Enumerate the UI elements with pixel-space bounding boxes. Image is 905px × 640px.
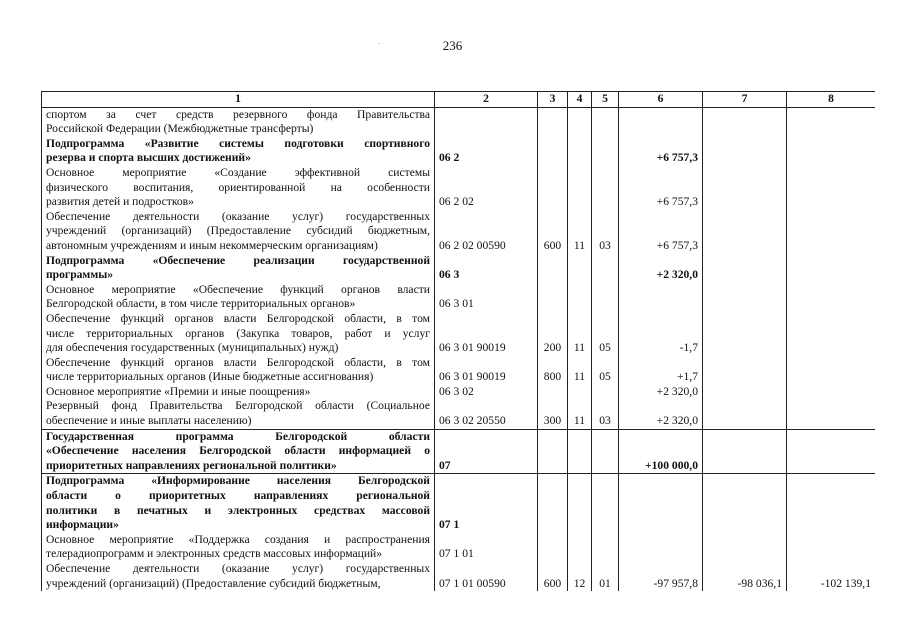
code-cell: 06 2 02 00590 — [435, 210, 538, 254]
row-description — [42, 562, 435, 591]
amount-col6-cell: +100 000,0 — [619, 429, 703, 474]
subsection-cell — [592, 533, 619, 562]
table-row — [42, 283, 876, 312]
table-row — [42, 107, 876, 137]
row-description — [42, 356, 435, 385]
table-row — [42, 533, 876, 562]
row-description — [42, 385, 435, 400]
subsection-cell — [592, 474, 619, 533]
subsection-cell: 05 — [592, 356, 619, 385]
table-row — [42, 166, 876, 210]
description-line: политики в печатных и электронных средствах массовой — [46, 503, 430, 517]
code-cell: 06 3 — [435, 254, 538, 283]
description-line: Обеспечение функций органов власти Белгородской области, в том — [46, 355, 430, 369]
page-number: 236 — [442, 38, 463, 53]
code-cell: 06 3 02 — [435, 385, 538, 400]
table-row — [42, 254, 876, 283]
amount-col7-cell: -98 036,1 — [703, 562, 787, 591]
amount-col8-cell — [787, 254, 876, 283]
section-cell — [568, 385, 592, 400]
column-header: 4 — [568, 92, 592, 108]
section-cell: 11 — [568, 210, 592, 254]
expense-type-cell — [538, 254, 568, 283]
amount-col7-cell — [703, 385, 787, 400]
description-line: Резервный фонд Правительства Белгородской области (Социальное — [46, 399, 430, 413]
table-row — [42, 385, 876, 400]
amount-col7-cell — [703, 107, 787, 137]
code-cell: 06 3 02 20550 — [435, 399, 538, 429]
code-cell: 07 1 01 — [435, 533, 538, 562]
description-line: Обеспечение деятельности (оказание услуг) государственных — [46, 562, 430, 575]
description-line: числе территориальных органов (Закупка товаров, работ и услуг — [46, 326, 430, 340]
description-line: программы» — [46, 268, 114, 282]
code-cell: 06 3 01 90019 — [435, 356, 538, 385]
amount-col8-cell — [787, 166, 876, 210]
amount-col6-cell — [619, 474, 703, 533]
description-line: Подпрограмма «Информирование населения Белгородской — [46, 474, 430, 488]
description-line: «Обеспечение населения Белгородской области информацией о — [46, 444, 430, 458]
amount-col8-cell — [787, 210, 876, 254]
subsection-cell — [592, 385, 619, 400]
row-description — [42, 137, 435, 166]
budget-table-frame — [41, 91, 875, 598]
description-line: Белгородской области, в том числе территориальных органов» — [46, 297, 356, 311]
expense-type-cell: 800 — [538, 356, 568, 385]
table-row — [42, 356, 876, 385]
amount-col8-cell — [787, 356, 876, 385]
section-cell: 11 — [568, 312, 592, 356]
section-cell: 11 — [568, 356, 592, 385]
description-line: обеспечение и иные выплаты населению) — [46, 414, 252, 428]
section-cell — [568, 254, 592, 283]
subsection-cell: 01 — [592, 562, 619, 591]
code-cell: 07 1 — [435, 474, 538, 533]
subsection-cell — [592, 283, 619, 312]
subsection-cell — [592, 254, 619, 283]
expense-type-cell — [538, 474, 568, 533]
subsection-cell — [592, 429, 619, 474]
description-line: Подпрограмма «Развитие системы подготовки спортивного — [46, 136, 430, 150]
budget-table — [41, 91, 875, 591]
row-description — [42, 399, 435, 429]
amount-col8-cell — [787, 429, 876, 474]
amount-col6-cell: -97 957,8 — [619, 562, 703, 591]
description-line: Основное мероприятие «Премии и иные поощрения» — [46, 384, 311, 398]
code-cell: 06 3 01 — [435, 283, 538, 312]
amount-col7-cell — [703, 137, 787, 166]
amount-col6-cell — [619, 107, 703, 137]
column-header: 5 — [592, 92, 619, 108]
amount-col8-cell — [787, 312, 876, 356]
amount-col7-cell — [703, 312, 787, 356]
description-line: Государственная программа Белгородской области — [46, 429, 430, 443]
description-line: информации» — [46, 518, 119, 532]
amount-col8-cell — [787, 137, 876, 166]
row-description — [42, 210, 435, 254]
code-cell: 07 1 01 00590 — [435, 562, 538, 591]
amount-col7-cell — [703, 474, 787, 533]
section-cell — [568, 137, 592, 166]
amount-col6-cell — [619, 283, 703, 312]
table-row — [42, 137, 876, 166]
amount-col7-cell — [703, 166, 787, 210]
row-description — [42, 166, 435, 210]
description-line: Основное мероприятие «Обеспечение функций органов власти — [46, 282, 430, 296]
expense-type-cell: 200 — [538, 312, 568, 356]
table-row — [42, 399, 876, 429]
amount-col6-cell: +6 757,3 — [619, 210, 703, 254]
table-row — [42, 210, 876, 254]
description-line: автономным учреждениям и иным некоммерческим организациям) — [46, 238, 378, 252]
column-header: 2 — [435, 92, 538, 108]
description-line: приоритетных направлениях региональной политики» — [46, 458, 337, 472]
amount-col6-cell: -1,7 — [619, 312, 703, 356]
description-line: области о приоритетных направлениях региональной — [46, 489, 430, 503]
description-line: резерва и спорта высших достижений» — [46, 151, 251, 165]
expense-type-cell — [538, 107, 568, 137]
description-line: спортом за счет средств резервного фонда Правительства — [46, 107, 430, 121]
description-line: физического воспитания, ориентированной на особенности — [46, 180, 430, 194]
code-cell: 06 3 01 90019 — [435, 312, 538, 356]
row-description — [42, 254, 435, 283]
amount-col8-cell — [787, 385, 876, 400]
code-cell: 07 — [435, 429, 538, 474]
subsection-cell — [592, 137, 619, 166]
description-line: Обеспечение функций органов власти Белгородской области, в том — [46, 311, 430, 325]
amount-col7-cell — [703, 429, 787, 474]
description-line: Подпрограмма «Обеспечение реализации государственной — [46, 253, 430, 267]
table-row — [42, 312, 876, 356]
section-cell — [568, 283, 592, 312]
amount-col7-cell — [703, 356, 787, 385]
subsection-cell: 05 — [592, 312, 619, 356]
amount-col8-cell — [787, 107, 876, 137]
code-cell: 06 2 02 — [435, 166, 538, 210]
description-line: Обеспечение деятельности (оказание услуг) государственных — [46, 209, 430, 223]
column-header: 8 — [787, 92, 876, 108]
section-cell — [568, 533, 592, 562]
column-header: 1 — [42, 92, 435, 108]
amount-col7-cell — [703, 283, 787, 312]
amount-col8-cell — [787, 399, 876, 429]
description-line: учреждений (организаций) (Предоставление субсидий бюджетным, — [46, 224, 430, 238]
section-cell — [568, 429, 592, 474]
description-line: Российской Федерации (Межбюджетные трансферты) — [46, 122, 314, 136]
column-header: 3 — [538, 92, 568, 108]
section-cell: 12 — [568, 562, 592, 591]
row-description — [42, 312, 435, 356]
amount-col6-cell: +6 757,3 — [619, 137, 703, 166]
column-header: 6 — [619, 92, 703, 108]
column-header: 7 — [703, 92, 787, 108]
section-cell — [568, 166, 592, 210]
row-description — [42, 283, 435, 312]
amount-col7-cell — [703, 533, 787, 562]
description-line: для обеспечения государственных (муниципальных) нужд) — [46, 341, 339, 355]
expense-type-cell — [538, 533, 568, 562]
amount-col7-cell — [703, 254, 787, 283]
row-description — [42, 429, 435, 474]
row-description — [42, 533, 435, 562]
description-line: учреждений (организаций) (Предоставление субсидий бюджетным, — [46, 576, 381, 590]
expense-type-cell — [538, 385, 568, 400]
subsection-cell — [592, 166, 619, 210]
amount-col6-cell: +2 320,0 — [619, 254, 703, 283]
expense-type-cell — [538, 166, 568, 210]
code-cell — [435, 107, 538, 137]
amount-col7-cell — [703, 399, 787, 429]
description-line: Основное мероприятие «Поддержка создания и распространения — [46, 532, 430, 546]
expense-type-cell: 600 — [538, 562, 568, 591]
description-line: телерадиопрограмм и электронных средств массовых информаций» — [46, 547, 383, 561]
description-line: Основное мероприятие «Создание эффективной системы — [46, 165, 430, 179]
amount-col6-cell: +1,7 — [619, 356, 703, 385]
expense-type-cell — [538, 137, 568, 166]
amount-col6-cell: +6 757,3 — [619, 166, 703, 210]
amount-col8-cell — [787, 533, 876, 562]
amount-col7-cell — [703, 210, 787, 254]
row-description — [42, 474, 435, 533]
subsection-cell — [592, 107, 619, 137]
amount-col8-cell — [787, 283, 876, 312]
amount-col6-cell: +2 320,0 — [619, 399, 703, 429]
subsection-cell: 03 — [592, 210, 619, 254]
amount-col6-cell: +2 320,0 — [619, 385, 703, 400]
table-row — [42, 562, 876, 591]
scan-mark: · — [378, 40, 381, 48]
expense-type-cell: 600 — [538, 210, 568, 254]
table-row — [42, 429, 876, 474]
expense-type-cell — [538, 283, 568, 312]
section-cell — [568, 474, 592, 533]
amount-col8-cell — [787, 474, 876, 533]
description-line: числе территориальных органов (Иные бюджетные ассигнования) — [46, 370, 374, 384]
expense-type-cell: 300 — [538, 399, 568, 429]
table-row — [42, 474, 876, 533]
section-cell: 11 — [568, 399, 592, 429]
amount-col6-cell — [619, 533, 703, 562]
code-cell: 06 2 — [435, 137, 538, 166]
row-description — [42, 107, 435, 137]
expense-type-cell — [538, 429, 568, 474]
section-cell — [568, 107, 592, 137]
amount-col8-cell: -102 139,1 — [787, 562, 876, 591]
subsection-cell: 03 — [592, 399, 619, 429]
description-line: развития детей и подростков» — [46, 195, 194, 209]
table-header-row — [42, 92, 876, 108]
